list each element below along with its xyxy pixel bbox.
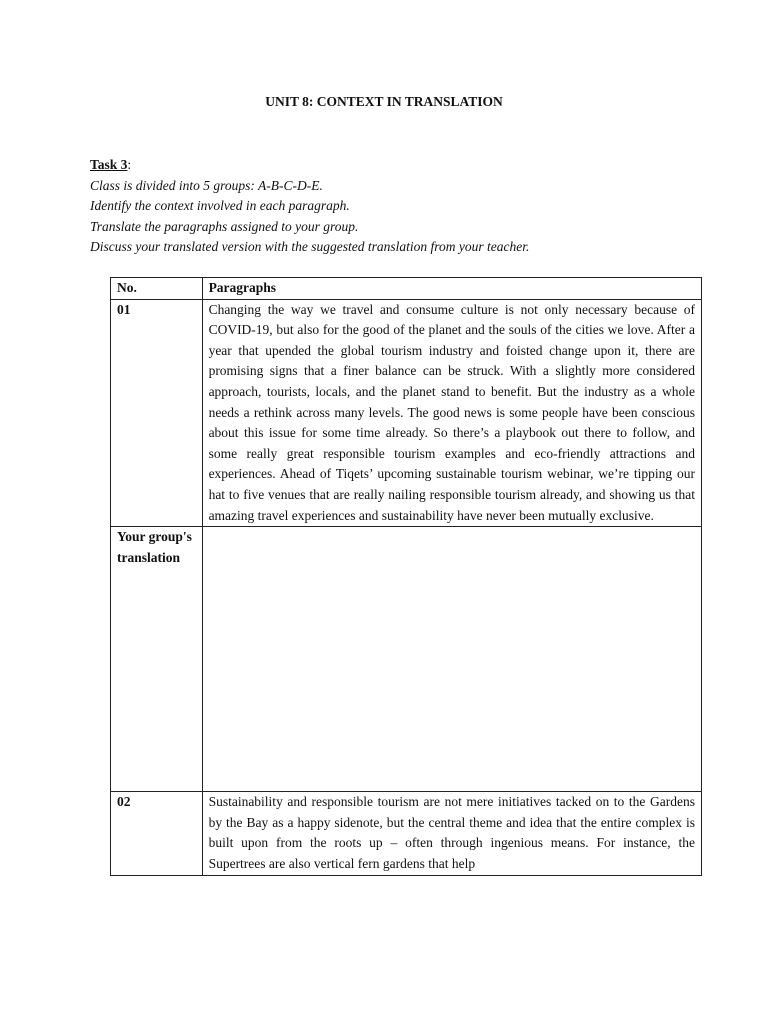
paragraphs-table	[110, 277, 702, 876]
paragraph-cell	[202, 299, 701, 527]
instruction-line: Translate the paragraphs assigned to your group.	[90, 218, 359, 234]
instruction-line: Class is divided into 5 groups: A-B-C-D-E.	[90, 177, 323, 193]
document-title: UNIT 8: CONTEXT IN TRANSLATION	[265, 94, 503, 109]
instruction-line: Identify the context involved in each paragraph.	[90, 198, 350, 213]
translation-label: Your group's translation	[111, 527, 203, 792]
instruction-line: Discuss your translated version with the suggested translation from your teacher.	[90, 239, 530, 254]
task-heading	[90, 155, 710, 176]
translation-answer-cell[interactable]	[202, 527, 701, 792]
paragraph-text: Sustainability and responsible tourism are not mere initiatives tacked on to the Gardens by the Bay as a happy sidenote, but the central theme and idea that the entire complex is built upon from the roots up – often through ingenious means. For instance, the Supertrees are also vertical fern gardens that help	[208, 794, 695, 871]
header-no: No.	[111, 278, 203, 300]
task-label: Task 3	[90, 157, 128, 172]
paragraph-text: Changing the way we travel and consume culture is not only necessary because of COVID-19, but also for the good of the planet and the souls of the cities we love. After a year that upended the global tourism industry and foisted change upon it, there are promising signs that a finer balance can be struck. With a slightly more considered approach, tourists, locals, and the planet stand to benefit. But the industry as a whole needs a rethink across many levels. The good news is some people have been conscious about this issue for some time already. So there’s a playbook out there to follow, and some really great responsible tourism examples and eco-friendly attractions and experiences. Ahead of Tiqets’ upcoming sustainable tourism webinar, we’re tipping our hat to five venues that are really nailing responsible tourism already, and showing us that amazing travel experiences and sustainability have never been mutually exclusive.	[208, 301, 695, 523]
paragraph-cell	[202, 792, 701, 875]
task-colon: :	[127, 157, 132, 172]
table-row	[111, 299, 702, 527]
task-instructions	[90, 155, 710, 258]
table-row	[111, 792, 702, 875]
row-number: 01	[111, 299, 203, 527]
row-number: 02	[111, 792, 203, 875]
table-header-row	[111, 278, 702, 300]
translation-row	[111, 527, 702, 792]
header-paragraphs: Paragraphs	[202, 278, 701, 300]
